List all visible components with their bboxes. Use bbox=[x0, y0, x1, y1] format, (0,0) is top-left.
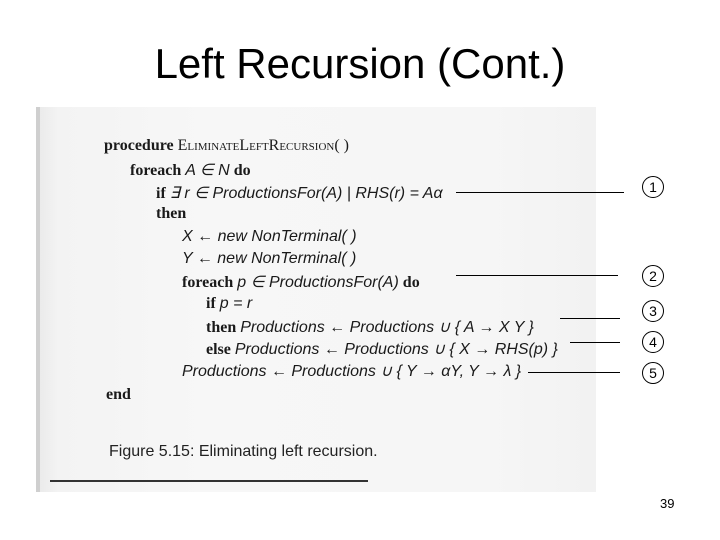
keyword: if bbox=[206, 295, 216, 312]
code-text: Productions ← Productions ∪ { X → RHS(p) } bbox=[234, 341, 558, 358]
code-line-4 bbox=[156, 205, 186, 223]
slide-title: Left Recursion (Cont.) bbox=[154, 40, 566, 87]
figure-caption: Figure 5.15: Eliminating left recursion. bbox=[109, 443, 378, 460]
algorithm-code bbox=[36, 107, 596, 492]
code-text: Productions ← Productions ∪ { A → X Y } bbox=[240, 319, 534, 336]
code-line-6 bbox=[182, 250, 356, 268]
code-line-7 bbox=[182, 272, 420, 292]
keyword: foreach bbox=[130, 162, 182, 179]
keyword: end bbox=[106, 386, 131, 403]
keyword: if bbox=[156, 185, 166, 202]
keyword: then bbox=[206, 319, 237, 336]
keyword: foreach bbox=[182, 274, 234, 291]
code-line-10 bbox=[206, 339, 558, 359]
page-number: 39 bbox=[660, 496, 675, 511]
code-text: Y ← new NonTerminal( ) bbox=[182, 250, 357, 267]
keyword: else bbox=[206, 341, 231, 358]
marker-2: 2 bbox=[642, 265, 664, 287]
code-text: ∃ r ∈ ProductionsFor(A) | RHS(r) = Aα bbox=[169, 185, 443, 202]
leader-line-5 bbox=[528, 372, 620, 373]
code-line-2 bbox=[130, 160, 251, 180]
marker-3: 3 bbox=[642, 300, 664, 322]
code-line-9 bbox=[206, 317, 534, 337]
leader-line-1 bbox=[456, 192, 624, 193]
leader-line-4 bbox=[570, 342, 620, 343]
code-line-3 bbox=[156, 183, 443, 203]
code-line-12 bbox=[106, 386, 131, 404]
code-text: X ← new NonTerminal( ) bbox=[182, 228, 357, 245]
code-line-5 bbox=[182, 228, 357, 246]
keyword: procedure bbox=[104, 137, 174, 154]
code-text: A ∈ N bbox=[185, 162, 230, 179]
figure-rule bbox=[50, 480, 368, 482]
keyword: do bbox=[402, 274, 420, 291]
code-line-8 bbox=[206, 295, 252, 313]
keyword: then bbox=[156, 205, 187, 222]
code-text: p = r bbox=[219, 295, 253, 312]
keyword: do bbox=[233, 162, 251, 179]
marker-5: 5 bbox=[642, 362, 664, 384]
marker-4: 4 bbox=[642, 331, 664, 353]
code-text: Productions ← Productions ∪ { Y → αY, Y → λ } bbox=[182, 363, 522, 380]
code-line-1 bbox=[104, 137, 349, 155]
leader-line-2 bbox=[456, 275, 618, 276]
code-text: p ∈ ProductionsFor(A) bbox=[237, 274, 399, 291]
leader-line-3 bbox=[560, 318, 620, 319]
code-line-11 bbox=[182, 361, 521, 381]
scanned-figure bbox=[36, 107, 596, 492]
marker-1: 1 bbox=[642, 176, 664, 198]
code-text: EliminateLeftRecursion( ) bbox=[177, 137, 349, 154]
